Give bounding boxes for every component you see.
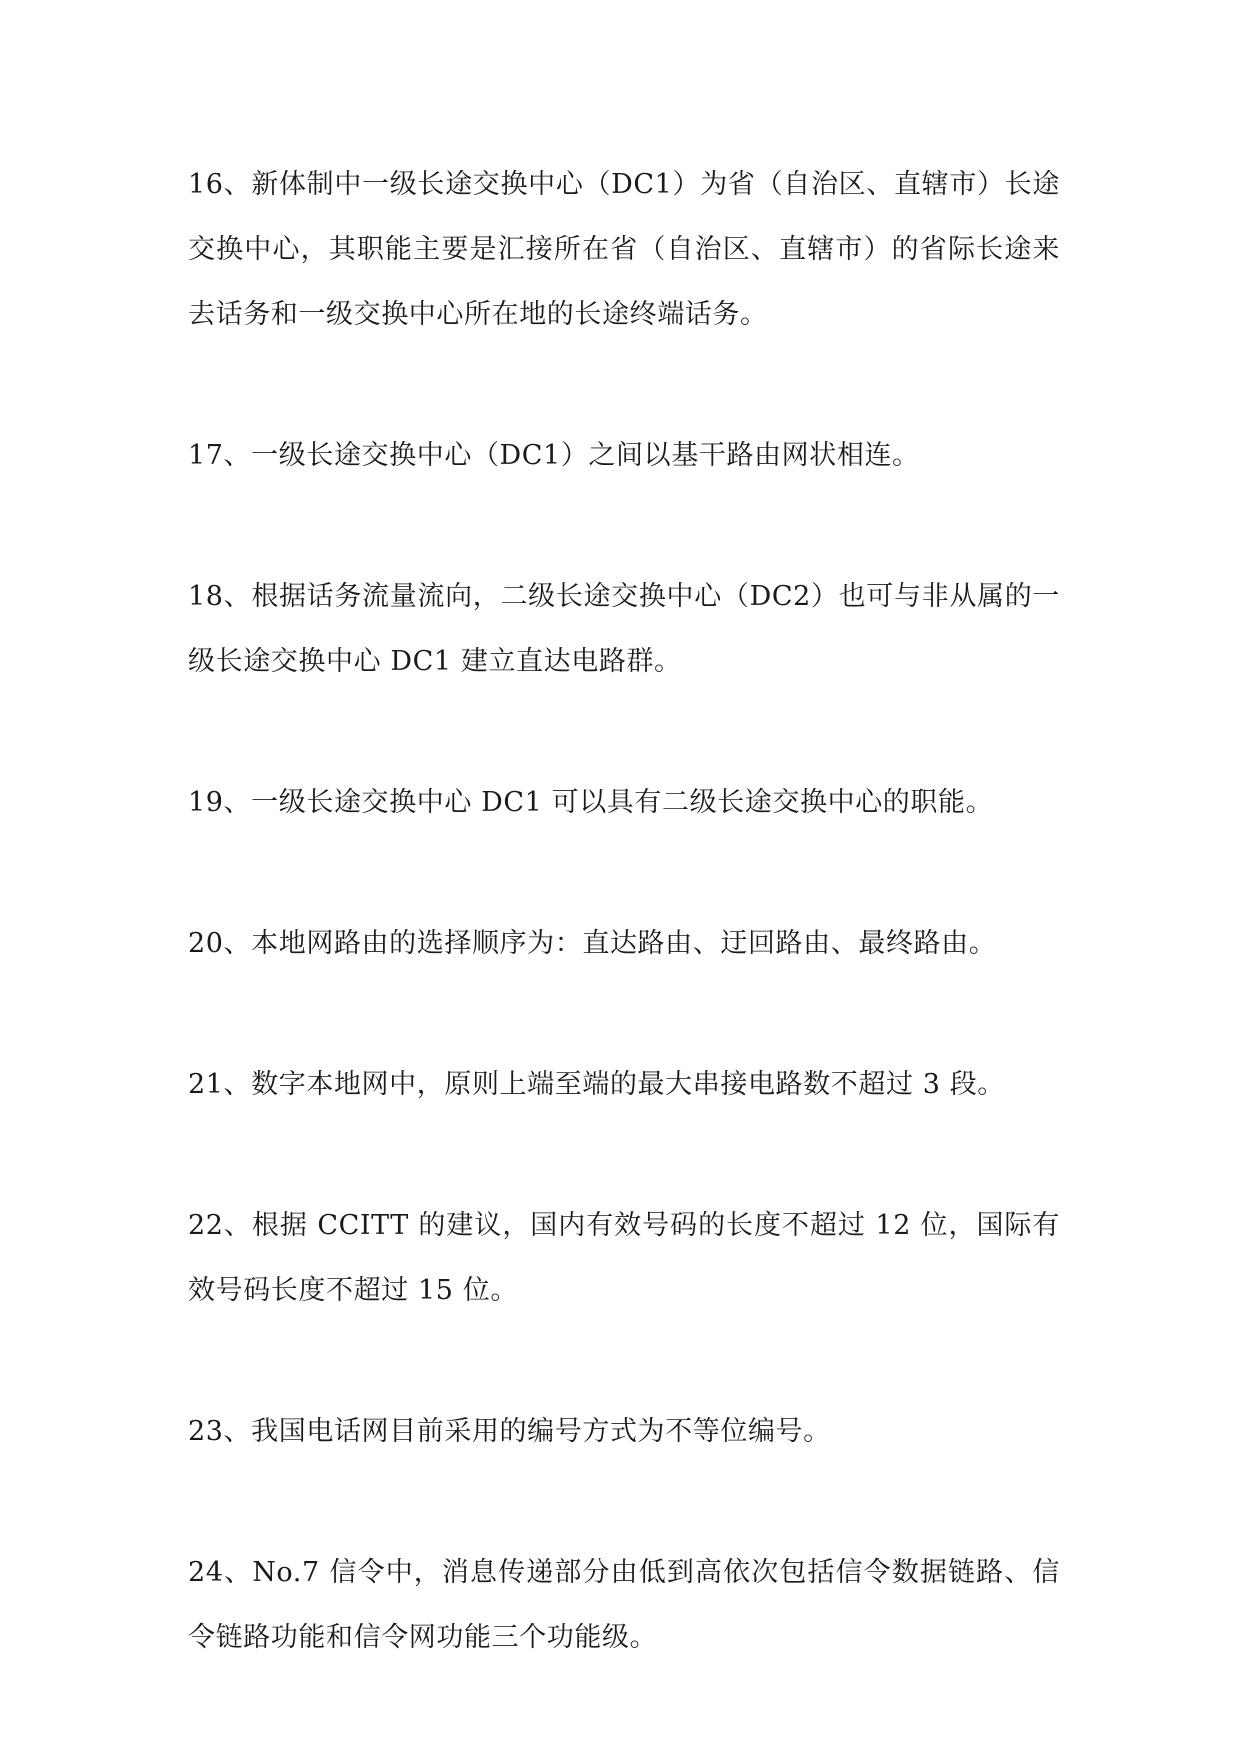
- paragraph-item-22: 22、根据 CCITT 的建议，国内有效号码的长度不超过 12 位，国际有效号码长度不超过 15 位。: [188, 1210, 1060, 1306]
- paragraph-item-16: 16、新体制中一级长途交换中心（DC1）为省（自治区、直辖市）长途交换中心，其职能主要是汇接所在省（自治区、直辖市）的省际长途来去话务和一级交换中心所在地的长途终端话务。: [188, 169, 1060, 330]
- paragraph-item-23: 23、我国电话网目前采用的编号方式为不等位编号。: [188, 1416, 831, 1447]
- paragraph-item-17: 17、一级长途交换中心（DC1）之间以基干路由网状相连。: [188, 440, 920, 471]
- paragraph-item-24: 24、No.7 信令中，消息传递部分由低到高依次包括信令数据链路、信令链路功能和信令网功能三个功能级。: [188, 1557, 1060, 1653]
- paragraph-item-21: 21、数字本地网中，原则上端至端的最大串接电路数不超过 3 段。: [188, 1069, 1005, 1100]
- paragraph-item-19: 19、一级长途交换中心 DC1 可以具有二级长途交换中心的职能。: [188, 787, 994, 818]
- paragraph-item-20: 20、本地网路由的选择顺序为：直达路由、迂回路由、最终路由。: [188, 928, 997, 959]
- paragraph-item-18: 18、根据话务流量流向，二级长途交换中心（DC2）也可与非从属的一级长途交换中心 DC1 建立直达电路群。: [188, 581, 1060, 677]
- document-body: [188, 152, 1060, 1746]
